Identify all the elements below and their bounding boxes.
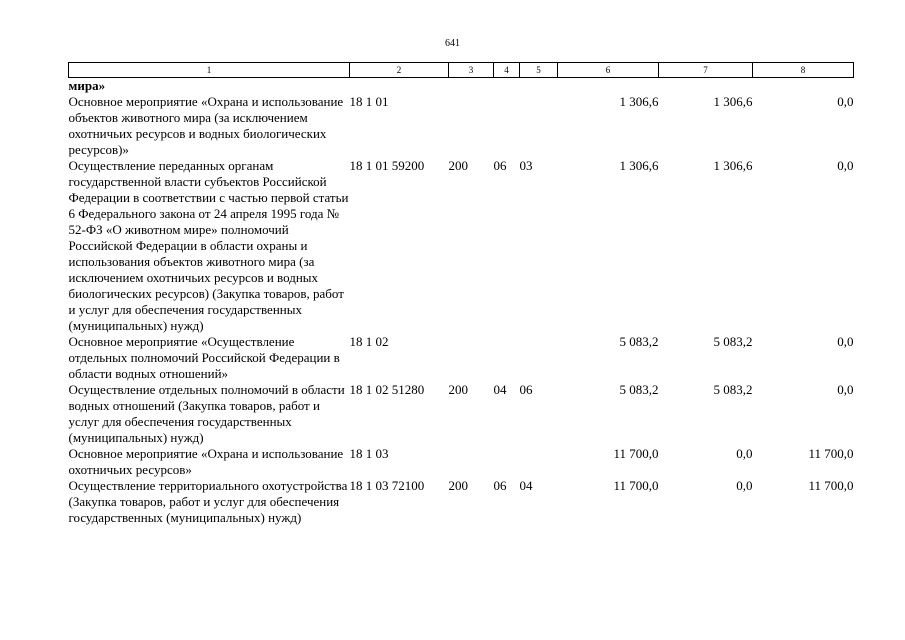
row-target-code: 18 1 02 bbox=[349, 334, 389, 349]
column-number: 7 bbox=[659, 63, 753, 78]
row-subsection bbox=[520, 334, 558, 382]
row-subsection: 04 bbox=[519, 478, 533, 493]
row-section bbox=[494, 94, 520, 158]
row-section bbox=[494, 334, 520, 382]
page-number: 641 bbox=[445, 38, 460, 49]
column-number: 1 bbox=[69, 63, 350, 78]
column-number: 2 bbox=[350, 63, 449, 78]
column-number: 8 bbox=[753, 63, 854, 78]
row-target-code: 18 1 01 59200 bbox=[349, 158, 425, 173]
row-amount-total: 11 700,0 bbox=[613, 478, 659, 493]
row-amount-total: 5 083,2 bbox=[619, 382, 659, 397]
row-expense-type: 200 bbox=[448, 478, 468, 493]
row-amount-total: 1 306,6 bbox=[619, 158, 659, 173]
row-section: 06 bbox=[493, 158, 507, 173]
row-expense-type bbox=[449, 94, 494, 158]
row-amount-col7: 1 306,6 bbox=[713, 158, 753, 173]
continuation-text: мира» bbox=[68, 78, 106, 93]
row-target-code: 18 1 02 51280 bbox=[349, 382, 425, 397]
row-amount-col7: 5 083,2 bbox=[713, 382, 753, 397]
row-name: Основное мероприятие «Осуществление отдельных полномочий Российской Федерации в области водных отношений» bbox=[68, 334, 340, 381]
row-amount-col8: 0,0 bbox=[837, 94, 854, 109]
table-row bbox=[69, 94, 854, 158]
row-amount-col8: 0,0 bbox=[837, 382, 854, 397]
row-amount-col7: 0,0 bbox=[736, 446, 753, 461]
row-subsection: 03 bbox=[519, 158, 533, 173]
row-name: Осуществление территориального охотустройства (Закупка товаров, работ и услуг для обеспечения государственных (муниципальных) нужд) bbox=[68, 478, 348, 525]
continuation-row bbox=[69, 78, 854, 95]
row-subsection bbox=[520, 94, 558, 158]
column-number: 4 bbox=[494, 63, 520, 78]
table-row bbox=[69, 478, 854, 526]
budget-table bbox=[68, 62, 854, 526]
row-subsection bbox=[520, 446, 558, 478]
row-amount-total: 1 306,6 bbox=[619, 94, 659, 109]
row-amount-col8: 11 700,0 bbox=[808, 478, 854, 493]
column-number: 3 bbox=[449, 63, 494, 78]
row-expense-type: 200 bbox=[448, 158, 468, 173]
column-number: 6 bbox=[558, 63, 659, 78]
row-name: Осуществление отдельных полномочий в области водных отношений (Закупка товаров, работ и услуг для обеспечения государственных (муниципальных) нужд) bbox=[68, 382, 345, 445]
row-name: Осуществление переданных органам государственной власти субъектов Российской Федерации в соответствии с частью первой статьи 6 Федерального закона от 24 апреля 1995 года № 52-ФЗ «О животном мире» полномочий Российской Федерации в области охраны и использования объектов животного мира (за исключением охотничьих ресурсов и водных биологических ресурсов) (Закупка товаров, работ и услуг для обеспечения государственных (муниципальных) нужд) bbox=[68, 158, 349, 333]
row-target-code: 18 1 03 72100 bbox=[349, 478, 425, 493]
row-amount-col7: 0,0 bbox=[736, 478, 753, 493]
table-row bbox=[69, 446, 854, 478]
row-section: 04 bbox=[493, 382, 507, 397]
row-target-code: 18 1 03 bbox=[349, 446, 389, 461]
row-subsection: 06 bbox=[519, 382, 533, 397]
row-amount-col8: 11 700,0 bbox=[808, 446, 854, 461]
column-number: 5 bbox=[520, 63, 558, 78]
row-section bbox=[494, 446, 520, 478]
row-amount-total: 5 083,2 bbox=[619, 334, 659, 349]
row-name: Основное мероприятие «Охрана и использование объектов животного мира (за исключением охотничьих ресурсов и водных биологических ресурсов)» bbox=[68, 94, 344, 157]
row-expense-type: 200 bbox=[448, 382, 468, 397]
row-amount-col8: 0,0 bbox=[837, 158, 854, 173]
row-amount-total: 11 700,0 bbox=[613, 446, 659, 461]
table-row bbox=[69, 158, 854, 334]
column-number-row bbox=[69, 63, 854, 78]
row-amount-col8: 0,0 bbox=[837, 334, 854, 349]
row-name: Основное мероприятие «Охрана и использование охотничьих ресурсов» bbox=[68, 446, 344, 477]
row-expense-type bbox=[449, 446, 494, 478]
row-section: 06 bbox=[493, 478, 507, 493]
row-amount-col7: 5 083,2 bbox=[713, 334, 753, 349]
row-target-code: 18 1 01 bbox=[349, 94, 389, 109]
table-row bbox=[69, 382, 854, 446]
row-expense-type bbox=[449, 334, 494, 382]
table-row bbox=[69, 334, 854, 382]
row-amount-col7: 1 306,6 bbox=[713, 94, 753, 109]
